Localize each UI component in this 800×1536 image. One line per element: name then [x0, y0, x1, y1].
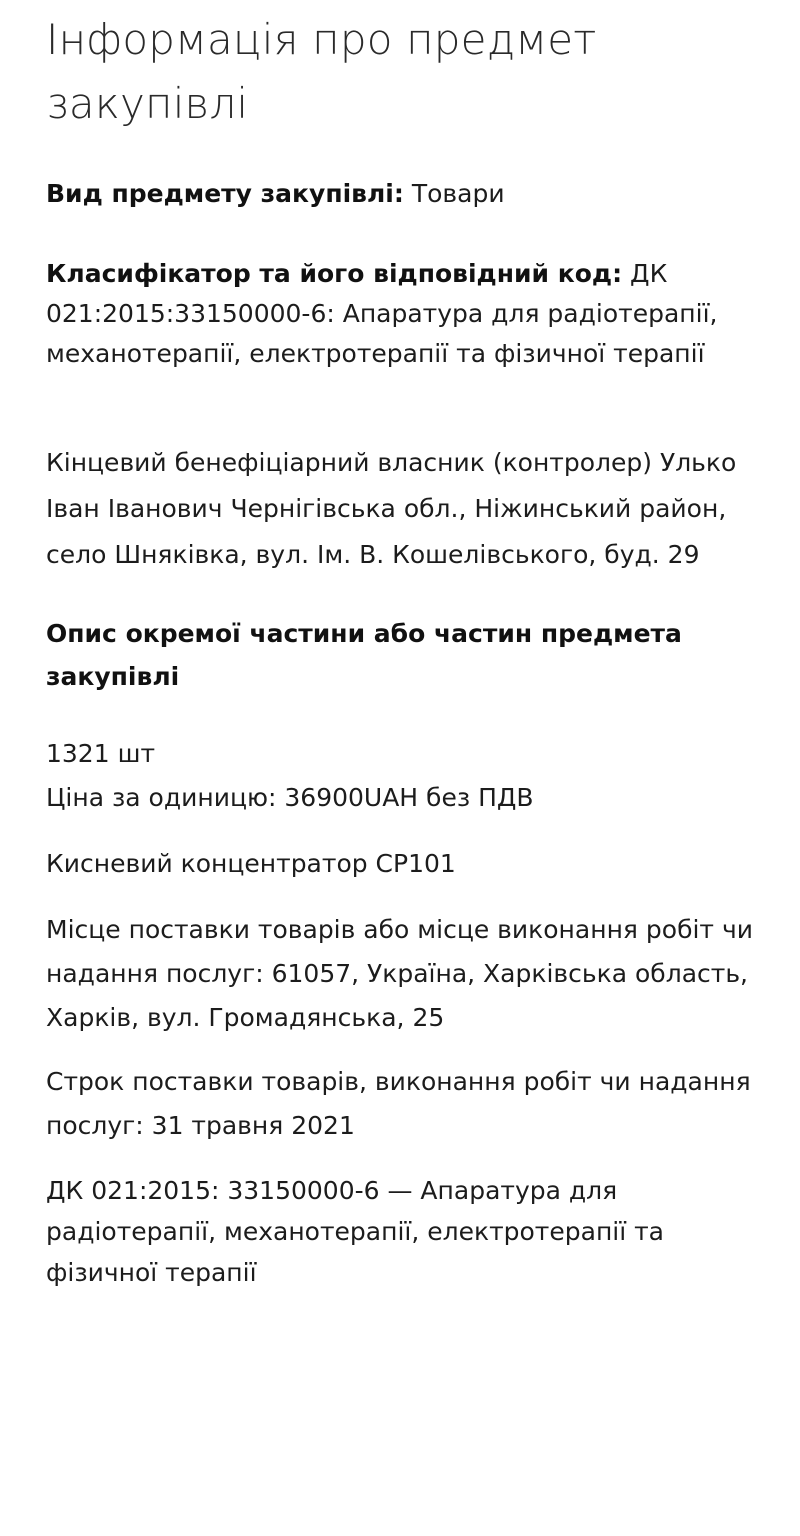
lot-product: Кисневий концентратор CP101: [46, 849, 456, 878]
lot-cpv-code: ДК 021:2015: 33150000-6 — Апаратура для радіотерапії, механотерапії, електротерапії та фізичної терапії: [46, 1176, 665, 1287]
classifier-label: Класифікатор та його відповідний код:: [46, 259, 623, 288]
lot-delivery-term: Строк поставки товарів, виконання робіт чи надання послуг: 31 травня 2021: [46, 1067, 751, 1140]
lot-quantity-block: [46, 732, 766, 820]
lot-heading: Опис окремої частини або частин предмета закупівлі: [46, 619, 682, 691]
procurement-info-page: [46, 0, 766, 1293]
procurement-kind-label: Вид предмету закупівлі:: [46, 179, 404, 208]
classifier-value: ДК 021:2015:33150000-6: Апаратура для радіотерапії, механотерапії, електротерапії та фізичної терапії: [46, 259, 718, 368]
procurement-kind: [46, 174, 766, 214]
page-title: Інформація про предмет закупівлі: [46, 15, 597, 128]
lot-delivery-place: Місце поставки товарів або місце виконання робіт чи надання послуг: 61057, Україна, Харківська область, Харків, вул. Громадянська, 25: [46, 915, 753, 1032]
lot-quantity: 1321 шт: [46, 739, 156, 768]
lot-unit-price: Ціна за одиницю: 36900UAH без ПДВ: [46, 783, 534, 812]
procurement-kind-value: Товари: [411, 179, 505, 208]
beneficiary-owner: Кінцевий бенефіціарний власник (контролер) Улько Іван Іванович Чернігівська обл., Ніжинський район, село Шняківка, вул. Ім. В. Кошелівського, буд. 29: [46, 448, 737, 569]
classifier: [46, 254, 766, 374]
